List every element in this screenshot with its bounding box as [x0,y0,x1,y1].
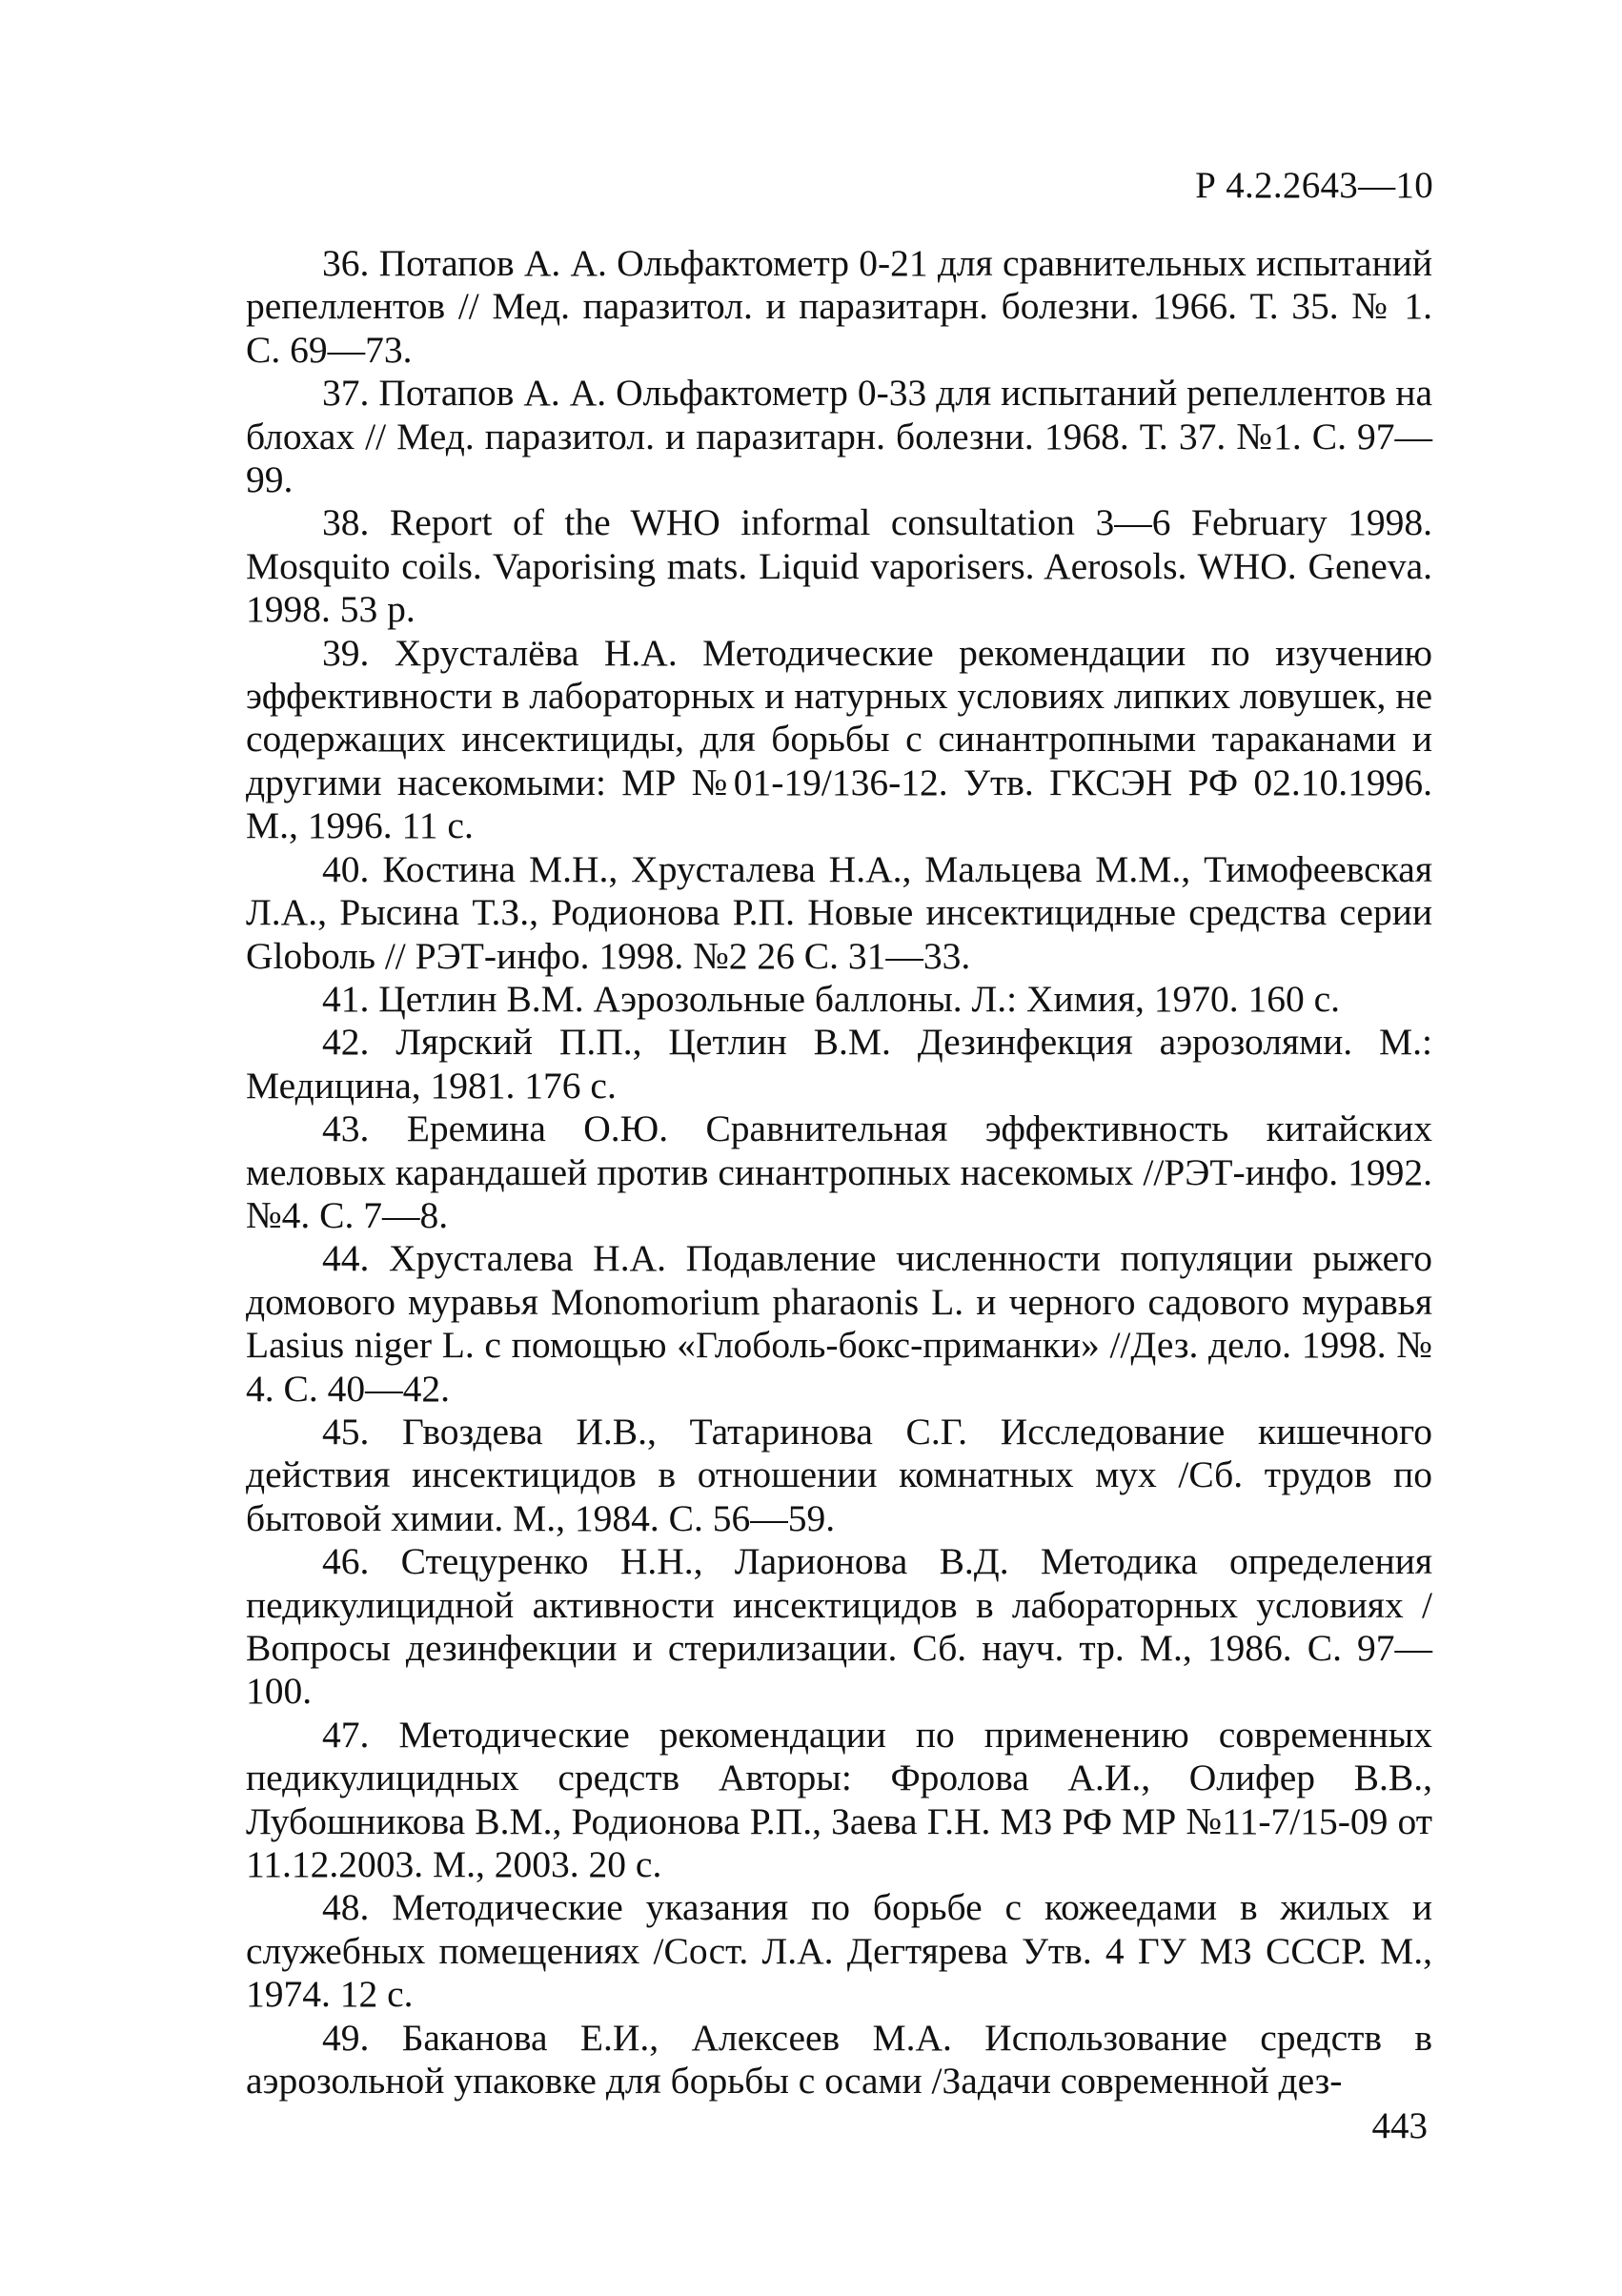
reference-number: 39. [322,631,370,674]
reference-text: Хрусталева Н.А. Подавление численности популяции рыжего домового муравья Monomorium pharaonis L. и черного садового муравья Lasius niger L. с помощью «Глоболь-бокс-приманки» //Дез. дело. 1998. № 4. С. 40—42. [246,1237,1433,1410]
reference-item [246,1714,1432,1887]
reference-list [246,242,1432,2103]
reference-item [246,372,1432,501]
reference-number: 47. [322,1713,370,1756]
reference-item [246,1237,1432,1411]
reference-text: Гвоздева И.В., Татаринова С.Г. Исследование кишечного действия инсектицидов в отношении комнатных мух /Сб. трудов по бытовой химии. М., 1984. С. 56—59. [246,1410,1432,1539]
reference-item [246,848,1432,978]
reference-item [246,1021,1432,1107]
reference-item [246,2017,1432,2103]
reference-number: 44. [322,1237,370,1280]
reference-text: Еремина О.Ю. Сравнительная эффективность китайских меловых карандашей против синантропных насекомых //РЭТ-инфо. 1992. №4. С. 7—8. [246,1107,1432,1236]
reference-number: 45. [322,1410,370,1453]
reference-text: Потапов А. А. Ольфактометр 0-21 для сравнительных испытаний репеллентов // Мед. паразитол. и паразитарн. болезни. 1966. Т. 35. № 1. С. 69—73. [246,242,1432,371]
reference-text: Цетлин В.М. Аэрозольные баллоны. Л.: Химия, 1970. 160 с. [378,977,1341,1020]
reference-number: 38. [322,501,370,544]
reference-number: 37. [322,372,370,415]
reference-item [246,978,1432,1021]
reference-text: Report of the WHO informal consultation 3—6 February 1998. Mosquito coils. Vaporising mats. Liquid vaporisers. Aerosols. WHO. Geneva. 1998. 53 p. [246,501,1432,631]
reference-number: 41. [322,977,370,1020]
document-code: Р 4.2.2643—10 [1195,165,1433,206]
reference-text: Методические рекомендации по применению современных педикулицидных средств Авторы: Фролова А.И., Олифер В.В., Лубошникова В.М., Родионова Р.П., Заева Г.Н. МЗ РФ МР №11-7/15-09 от 11.12.2003. М., 2003. 20 с. [246,1713,1432,1886]
reference-text: Костина М.Н., Хрусталева Н.А., Мальцева М.М., Тимофеевская Л.А., Рысина Т.З., Родионова Р.П. Новые инсектицидные средства серии Globоль // РЭТ-инфо. 1998. №2 26 С. 31—33. [246,847,1433,977]
page-number: 443 [1371,2105,1428,2146]
reference-item [246,1107,1432,1237]
reference-text: Методические указания по борьбе с кожеедами в жилых и служебных помещениях /Сост. Л.А. Дегтярева Утв. 4 ГУ МЗ СССР. М., 1974. 12 с. [246,1886,1432,2016]
reference-number: 49. [322,2016,370,2059]
reference-item [246,632,1432,848]
reference-item [246,1411,1432,1540]
reference-item [246,501,1432,631]
reference-number: 42. [322,1021,370,1064]
reference-text: Баканова Е.И., Алексеев М.А. Использование средств в аэрозольной упаковке для борьбы с осами /Задачи современной дез- [246,2016,1433,2103]
reference-item [246,242,1432,372]
reference-text: Хрусталёва Н.А. Методические рекомендации по изучению эффективности в лабораторных и натурных условиях липких ловушек, не содержащих инсектициды, для борьбы с синантропными тараканами и другими насекомыми: МР №01-19/136-12. Утв. ГКСЭН РФ 02.10.1996. М., 1996. 11 с. [246,631,1433,847]
reference-number: 43. [322,1107,370,1150]
reference-text: Лярский П.П., Цетлин В.М. Дезинфекция аэрозолями. М.: Медицина, 1981. 176 с. [246,1021,1433,1107]
reference-text: Стецуренко Н.Н., Ларионова В.Д. Методика определения педикулицидной активности инсектицидов в лабораторных условиях /Вопросы дезинфекции и стерилизации. Сб. науч. тр. М., 1986. С. 97—100. [246,1540,1433,1713]
reference-number: 36. [322,242,370,284]
reference-number: 46. [322,1540,370,1583]
reference-item [246,1540,1432,1714]
reference-text: Потапов А. А. Ольфактометр 0-33 для испытаний репеллентов на блохах // Мед. паразитол. и паразитарн. болезни. 1968. Т. 37. №1. С. 97—99. [246,372,1432,501]
reference-number: 48. [322,1886,370,1929]
reference-number: 40. [322,847,370,890]
reference-item [246,1886,1432,2016]
